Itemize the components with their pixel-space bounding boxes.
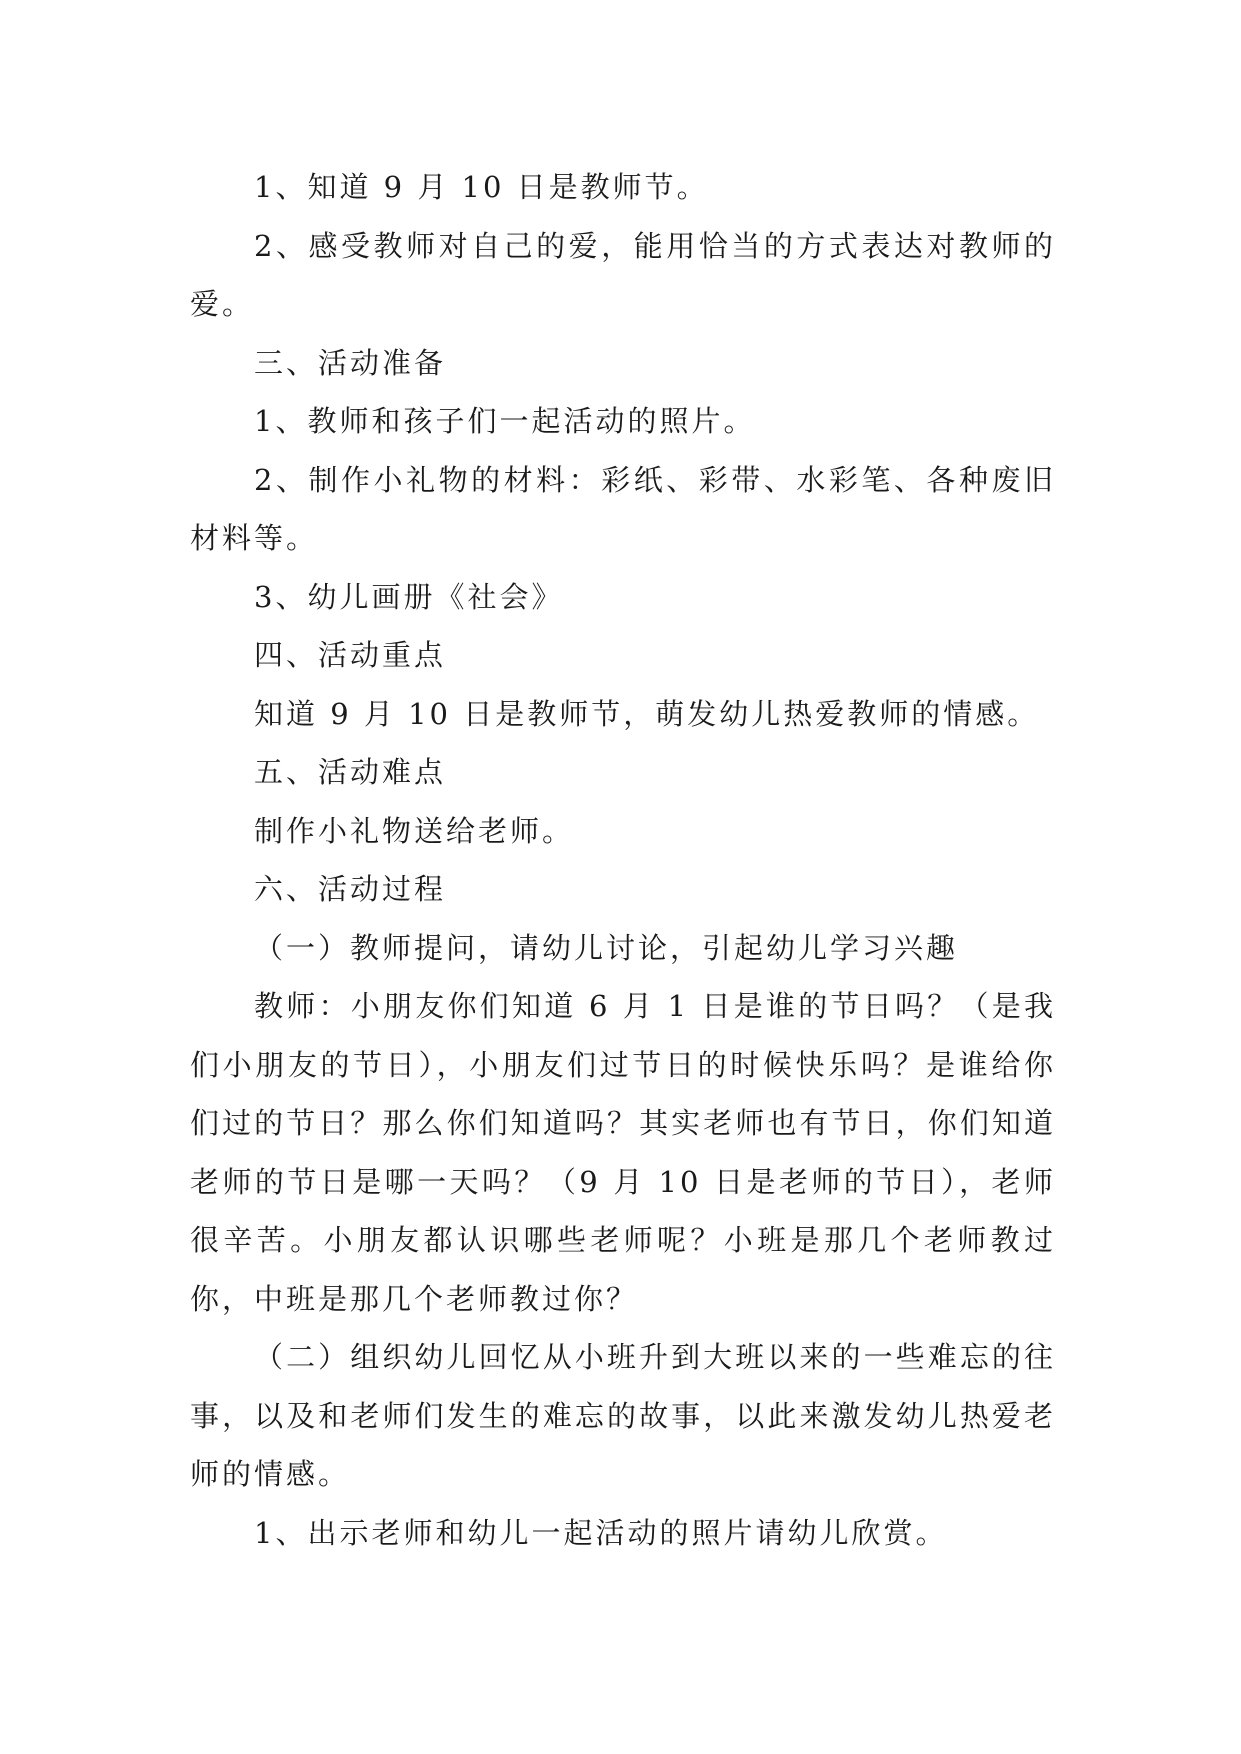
paragraph-teacher-dialogue: 教师：小朋友你们知道 6 月 1 日是谁的节日吗？（是我们小朋友的节日），小朋友们过节日的时候快乐吗？是谁给你们过的节日？那么你们知道吗？其实老师也有节日，你们知道老师的节日是哪一天吗？（9 月 10 日是老师的节日），老师很辛苦。小朋友都认识哪些老师呢？小班是那几个老师教过你，中班是那几个老师教过你？ xyxy=(190,989,1056,1316)
paragraph-goal-2: 2、感受教师对自己的爱，能用恰当的方式表达对教师的爱。 xyxy=(190,228,1056,321)
paragraph-difficulty: 制作小礼物送给老师。 xyxy=(254,813,575,848)
paragraph-key-point: 知道 9 月 10 日是教师节，萌发幼儿热爱教师的情感。 xyxy=(254,696,1040,731)
heading-process: 六、活动过程 xyxy=(254,872,447,906)
paragraph-prep-2: 2、制作小礼物的材料：彩纸、彩带、水彩笔、各种废旧材料等。 xyxy=(190,462,1056,555)
heading-difficulty: 五、活动难点 xyxy=(254,755,447,789)
subheading-process-2: （二）组织幼儿回忆从小班升到大班以来的一些难忘的往事，以及和老师们发生的难忘的故事，以此来激发幼儿热爱老师的情感。 xyxy=(190,1340,1056,1491)
paragraph-prep-1: 1、教师和孩子们一起活动的照片。 xyxy=(254,404,756,438)
heading-preparation: 三、活动准备 xyxy=(254,345,447,380)
paragraph-process-step-1: 1、出示老师和幼儿一起活动的照片请幼儿欣赏。 xyxy=(254,1515,948,1550)
paragraph-goal-1: 1、知道 9 月 10 日是教师节。 xyxy=(254,170,709,204)
paragraph-prep-3: 3、幼儿画册《社会》 xyxy=(254,579,564,614)
subheading-process-1: （一）教师提问，请幼儿讨论，引起幼儿学习兴趣 xyxy=(254,930,959,965)
document-page xyxy=(190,158,1056,1562)
heading-key-point: 四、活动重点 xyxy=(254,638,447,672)
